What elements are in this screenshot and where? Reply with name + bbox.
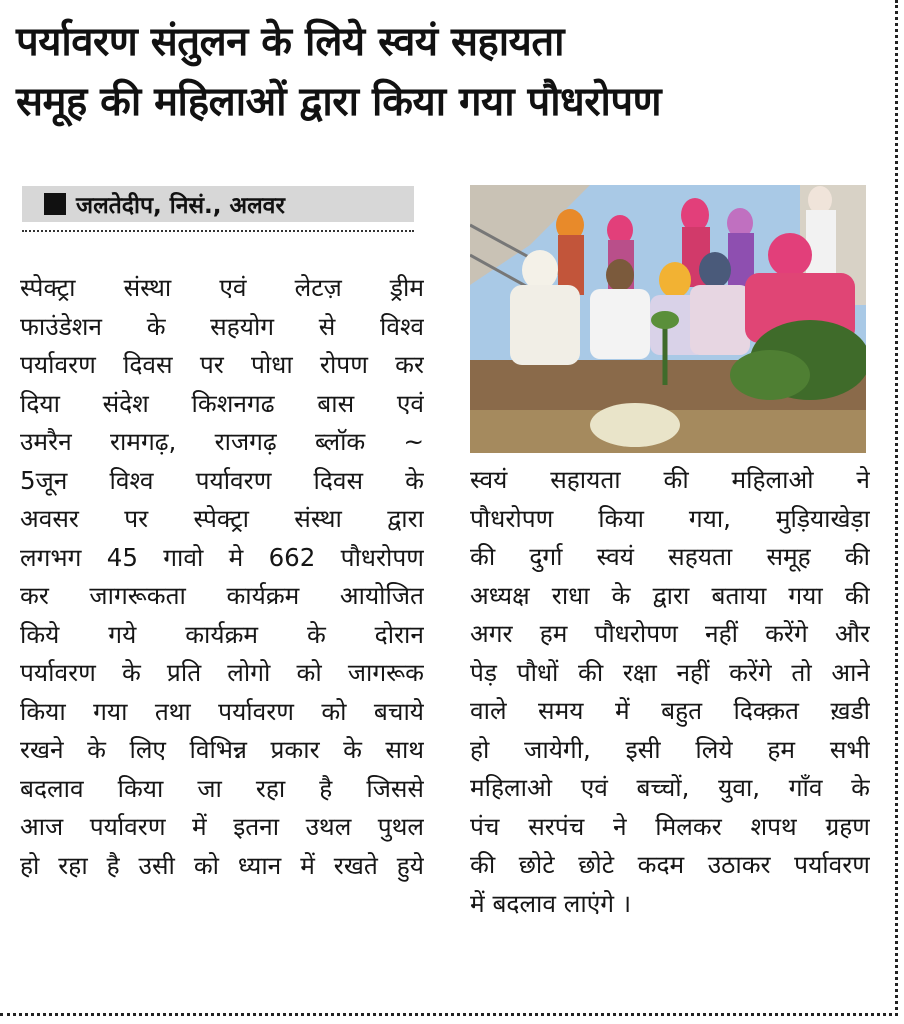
body-line: किये गये कार्यक्रम के दोरान — [20, 619, 424, 649]
byline-text: जलतेदीप, निसं., अलवर — [76, 193, 285, 219]
body-line: उमरैन रामगढ़, राजगढ़ ब्लॉक ~ — [20, 427, 424, 456]
body-line: में बदलाव लाएंगे । — [470, 888, 632, 918]
body-line: दिया संदेश किशनगढ बास एवं — [20, 388, 424, 418]
body-line: की दुर्गा स्वयं सहयता समूह की — [470, 542, 870, 571]
article-photo — [470, 185, 866, 453]
body-line: रखने के लिए विभिन्न प्रकार के साथ — [20, 735, 424, 764]
right-column — [470, 461, 870, 923]
body-line: बदलाव किया जा रहा है जिससे — [20, 773, 424, 803]
body-line: आज पर्यावरण में इतना उथल पुथल — [20, 812, 424, 841]
body-line: हो रहा है उसी को ध्यान में रखते हुये — [20, 850, 424, 880]
body-line: पंच सरपंच ने मिलकर शपथ ग्रहण — [470, 811, 870, 841]
left-column — [20, 269, 424, 885]
planting-scene-illustration — [470, 185, 866, 453]
body-line: 5जून विश्व पर्यावरण दिवस के — [20, 465, 424, 495]
body-line: लगभग 45 गावो मे 662 पौधरोपण — [20, 542, 424, 572]
body-line: फाउंडेशन के सहयोग से विश्व — [20, 311, 424, 341]
body-line: पर्यावरण दिवस पर पोधा रोपण कर — [20, 350, 424, 379]
body-line: की छोटे छोटे कदम उठाकर पर्यावरण — [470, 850, 870, 879]
body-line: अवसर पर स्पेक्ट्रा संस्था द्वारा — [20, 504, 424, 533]
body-line: कर जागरूकता कार्यक्रम आयोजित — [20, 581, 424, 610]
body-line: स्पेक्ट्रा संस्था एवं लेटज़ ड्रीम — [20, 273, 424, 302]
headline — [16, 12, 876, 132]
body-line: पेड़ पौधों की रक्षा नहीं करेंगे तो आने — [470, 657, 870, 687]
bottom-dotted-border — [0, 1013, 898, 1016]
byline-square-marker — [44, 193, 66, 215]
body-line: वाले समय में बहुत दिक्क़त ख़डी — [470, 696, 870, 725]
body-line: पर्यावरण के प्रति लोगो को जागरूक — [20, 658, 424, 687]
body-line: अध्यक्ष राधा के द्वारा बताया गया की — [470, 580, 870, 610]
right-dotted-border — [895, 0, 898, 1016]
body-line: महिलाओ एवं बच्चों, युवा, गाँव के — [470, 773, 870, 802]
body-line: अगर हम पौधरोपण नहीं करेंगे और — [470, 619, 870, 648]
headline-line: पर्यावरण संतुलन के लिये स्वयं सहायता — [16, 19, 564, 65]
byline-box — [22, 186, 414, 222]
body-line: किया गया तथा पर्यावरण को बचाये — [20, 696, 424, 726]
headline-line: समूह की महिलाओं द्वारा किया गया पौधरोपण — [16, 79, 662, 125]
body-line: हो जायेगी, इसी लिये हम सभी — [470, 734, 870, 764]
body-line: स्वयं सहायता की महिलाओ ने — [470, 465, 870, 494]
body-line: पौधरोपण किया गया, मुड़ियाखेड़ा — [470, 503, 870, 533]
byline-dotted-rule — [22, 230, 414, 232]
